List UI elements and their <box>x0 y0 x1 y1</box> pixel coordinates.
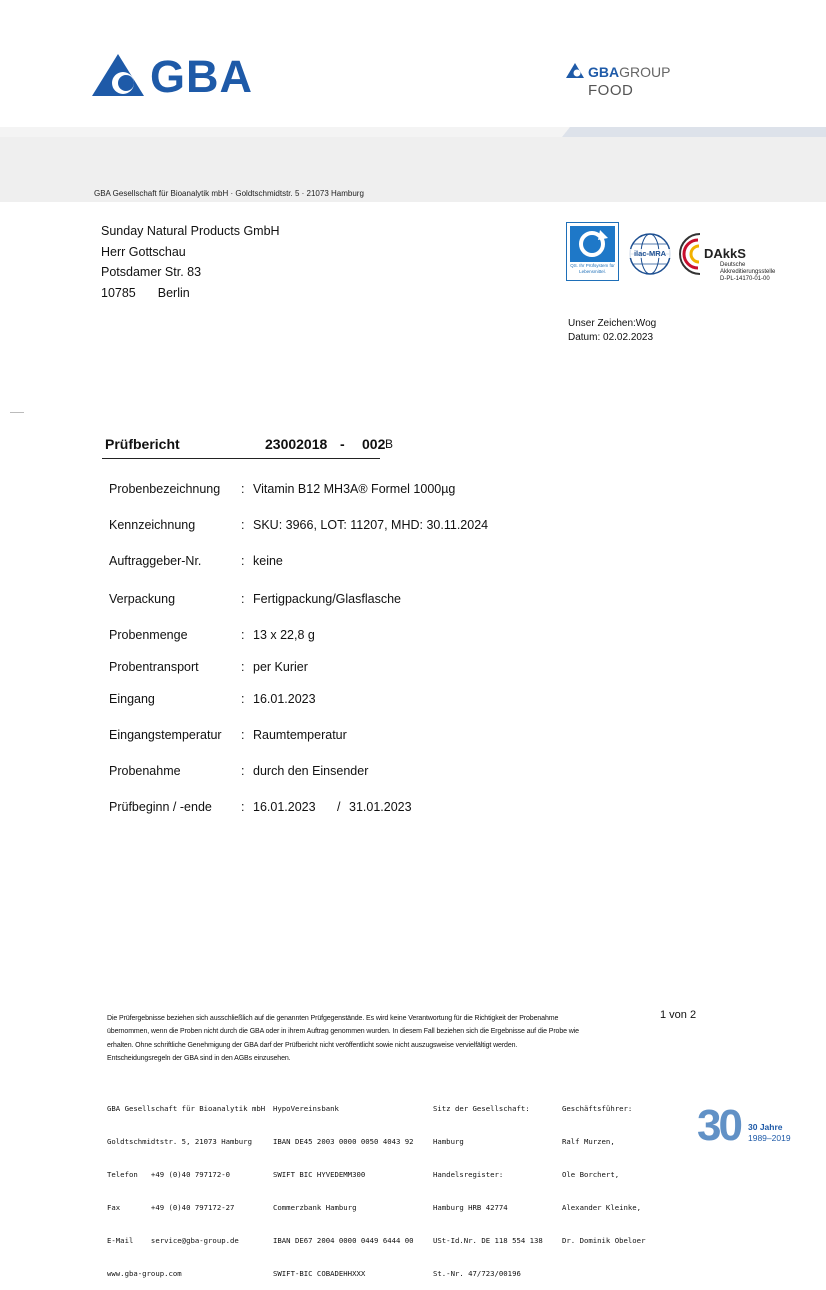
qs-certification-logo <box>566 222 619 281</box>
detail-value: keine <box>253 554 283 568</box>
detail-colon: : <box>241 764 245 778</box>
detail-colon: : <box>241 728 245 742</box>
detail-row-pruefzeitraum <box>109 799 729 815</box>
detail-label: Kennzeichnung <box>109 518 196 532</box>
detail-value: 13 x 22,8 g <box>253 628 315 642</box>
detail-label: Verpackung <box>109 592 176 606</box>
recipient-company: Sunday Natural Products GmbH <box>101 224 280 238</box>
food-label: FOOD <box>588 82 634 99</box>
anniversary-logo <box>697 1101 797 1150</box>
detail-value: Raumtemperatur <box>253 728 347 742</box>
detail-colon: : <box>241 692 245 706</box>
detail-label: Probenahme <box>109 764 181 778</box>
detail-value-end: 31.01.2023 <box>349 800 412 814</box>
gba-group-icon <box>566 63 584 78</box>
recipient-street: Potsdamer Str. 83 <box>101 265 202 279</box>
disclaimer-line: übernommen, wenn die Proben nicht durch die GBA oder in ihrem Auftrag genommen wurden. In diesem Fall beziehen sich die Ergebnisse auf die Probe wie <box>107 1028 579 1036</box>
detail-value: Fertigpackung/Glasflasche <box>253 592 401 606</box>
report-number: 23002018 <box>265 436 328 452</box>
footer-company-contact: GBA Gesellschaft für Bioanalytik mbH Goldtschmidtstr. 5, 21073 Hamburg Telefon +49 (0)40 797172-0 Fax +49 (0)40 797172-27 E-Mail service@gba-group.de www.gba-group.com <box>107 1104 266 1278</box>
detail-colon: : <box>241 554 245 568</box>
qs-check-icon <box>570 226 615 262</box>
disclaimer-line: Die Prüfergebnisse beziehen sich ausschließlich auf die genannten Prüfgegenstände. Es wird keine Verantwortung für die Richtigkeit der Probenahme <box>107 1015 559 1022</box>
detail-colon: : <box>241 800 245 814</box>
detail-value: per Kurier <box>253 660 308 674</box>
sender-address-line: GBA Gesellschaft für Bioanalytik mbH · Goldtschmidtstr. 5 · 21073 Hamburg <box>94 189 364 198</box>
report-title-rule <box>102 458 380 459</box>
ilac-text: ilac-MRA <box>628 249 672 258</box>
detail-label: Eingangstemperatur <box>109 728 222 742</box>
dakks-subtitle: Deutsche Akkreditierungsstelle D-PL-14170-01-00 <box>720 262 776 282</box>
detail-label: Auftraggeber-Nr. <box>109 554 202 568</box>
detail-row-eingang <box>109 691 729 707</box>
report-suffix: B <box>385 437 394 451</box>
disclaimer-line: erhalten. Ohne schriftliche Genehmigung der GBA darf der Prüfbericht nicht veröffentlicht sowie nicht auszugsweise vervielfältigt werden. <box>107 1041 518 1049</box>
detail-value: Vitamin B12 MH3A® Formel 1000µg <box>253 482 456 496</box>
detail-row-verpackung <box>109 591 729 607</box>
gba-logo-text: GBA <box>150 51 253 102</box>
detail-value-start: 16.01.2023 <box>253 800 316 814</box>
recipient-zip: 10785 <box>101 285 136 300</box>
disclaimer-line: Entscheidungsregeln der GBA sind in den AGBs einzusehen. <box>107 1054 291 1062</box>
anniversary-number: 30 <box>697 1101 740 1150</box>
detail-row-eingangstemperatur <box>109 727 729 743</box>
our-reference: Unser Zeichen:Wog <box>568 318 657 329</box>
anniversary-range: 1989–2019 <box>748 1133 791 1143</box>
detail-row-probenahme <box>109 763 729 779</box>
fold-mark <box>10 412 24 413</box>
footer-registration: Sitz der Gesellschaft: Hamburg Handelsregister: Hamburg HRB 42774 USt-Id.Nr. DE 118 554 138 St.-Nr. 47/723/00196 <box>433 1104 543 1278</box>
report-title <box>105 436 405 456</box>
dakks-logo <box>678 232 788 284</box>
detail-row-probentransport <box>109 659 729 675</box>
detail-value: 16.01.2023 <box>253 692 316 706</box>
gba-group-food-logo <box>566 62 696 102</box>
gba-logo-icon <box>90 52 146 98</box>
detail-row-kennzeichnung <box>109 517 729 533</box>
report-date: Datum: 02.02.2023 <box>568 332 654 343</box>
footer-management: Geschäftsführer: Ralf Murzen, Ole Borchert, Alexander Kleinke, Dr. Dominik Obeloer <box>562 1104 646 1245</box>
report-dash: - <box>340 436 345 452</box>
detail-colon: : <box>241 518 245 532</box>
detail-range-separator: / <box>337 800 341 814</box>
ilac-mra-logo <box>628 232 672 276</box>
recipient-person: Herr Gottschau <box>101 244 186 259</box>
detail-value: SKU: 3966, LOT: 11207, MHD: 30.11.2024 <box>253 518 489 532</box>
detail-label: Probenbezeichnung <box>109 482 221 496</box>
recipient-city: Berlin <box>157 285 190 300</box>
qs-text: QS. Ihr Prüfsystem für Lebensmittel. <box>570 263 615 274</box>
report-subnumber: 002 <box>362 436 386 452</box>
recipient-city-line <box>101 283 280 304</box>
gba-group-label: GBAGROUP <box>588 64 671 80</box>
page-number: 1 von 2 <box>660 1009 697 1021</box>
detail-row-probenmenge <box>109 627 729 643</box>
footer-bank-details: HypoVereinsbank IBAN DE45 2003 0000 0050 4043 92 SWIFT BIC HYVEDEMM300 Commerzbank Hamburg IBAN DE67 2004 0000 0449 6444 00 SWIFT-BIC COBADEHHXXX <box>273 1104 414 1278</box>
detail-label: Eingang <box>109 692 155 706</box>
header-band-accent <box>562 127 826 137</box>
disclaimer <box>107 1012 627 1065</box>
qs-emblem <box>570 226 615 262</box>
detail-label: Prüfbeginn / -ende <box>109 800 212 814</box>
reference-block <box>568 317 656 345</box>
recipient-address <box>101 221 280 303</box>
gba-logo <box>90 52 260 100</box>
detail-colon: : <box>241 660 245 674</box>
detail-row-auftraggeber <box>109 553 729 569</box>
detail-colon: : <box>241 592 245 606</box>
detail-row-probenbezeichnung <box>109 481 729 497</box>
detail-colon: : <box>241 628 245 642</box>
detail-value: durch den Einsender <box>253 764 369 778</box>
dakks-title: DAkkS <box>704 246 746 261</box>
detail-colon: : <box>241 482 245 496</box>
detail-label: Probenmenge <box>109 628 188 642</box>
detail-label: Probentransport <box>109 660 199 674</box>
report-label: Prüfbericht <box>105 436 180 452</box>
anniversary-label: 30 Jahre <box>748 1122 783 1132</box>
